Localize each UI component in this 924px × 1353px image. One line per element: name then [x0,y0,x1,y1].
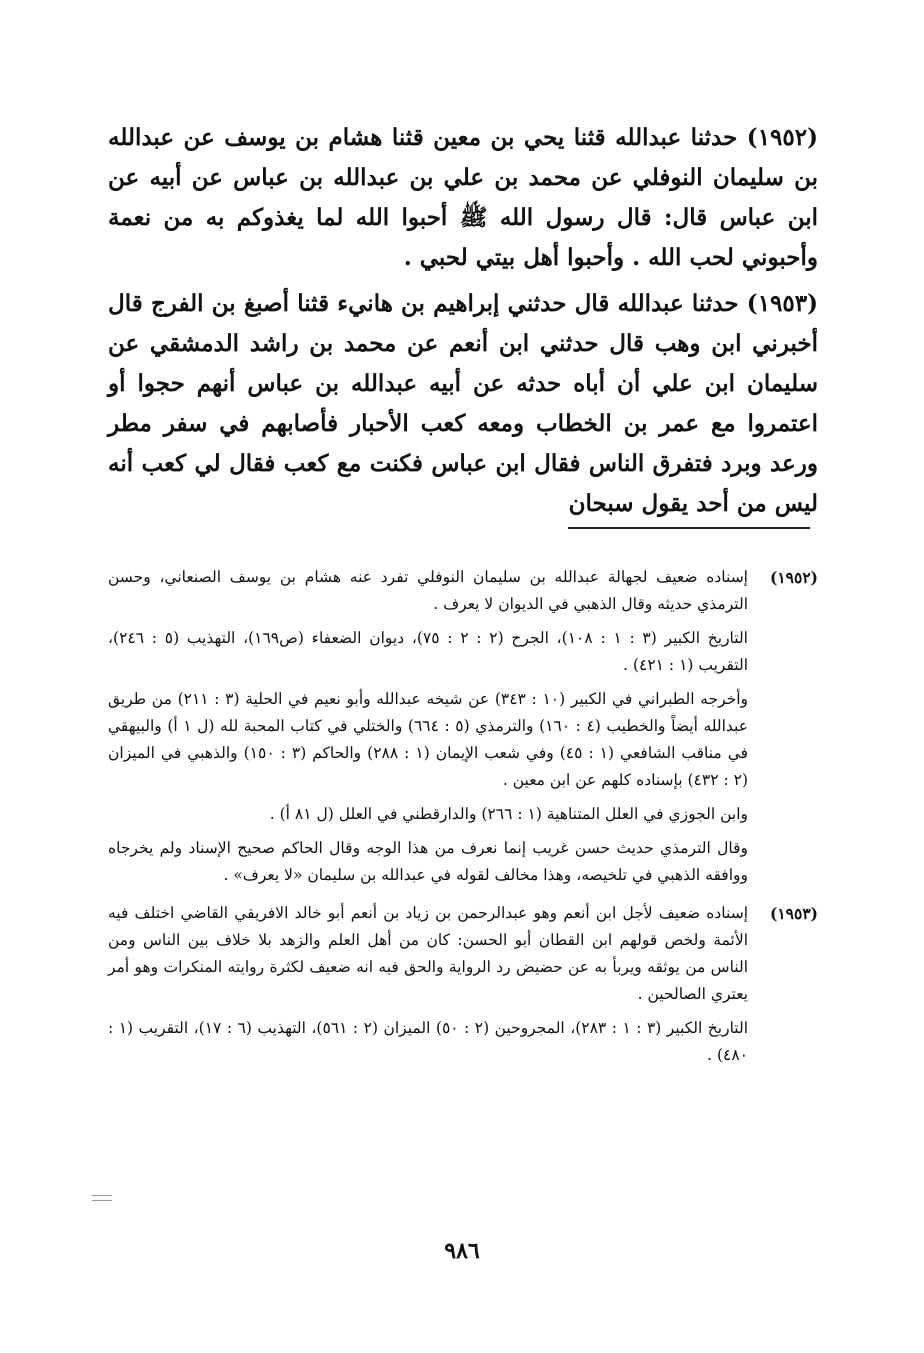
footnotes [108,564,818,1080]
footnote-1953 [108,900,818,1076]
footnote-number: (١٩٥٣) [770,904,818,923]
hadith-1953: (١٩٥٣) حدثنا عبدالله قال حدثني إبراهيم بن هانيء قثنا أصبغ بن الفرج قال أخبرني ابن وهب قال حدثني ابن أنعم عن محمد بن راشد الدمشقي عن سليمان ابن علي أن أباه حدثه عن أبيه عبدالله بن عباس أنهم حجوا أو اعتمروا مع عمر بن الخطاب ومعه كعب الأحبار فأصابهم في سفر مطر ورعد وبرد فتفرق الناس فقال ابن عباس فكنت مع كعب فقال لي كعب أنه ليس من أحد يقول سبحان [108,290,818,517]
footnote-body [108,900,748,1076]
hadith-1952: (١٩٥٢) حدثنا عبدالله قثنا يحي بن معين قثنا هشام بن يوسف عن عبدالله بن سليمان النوفلي عن محمد بن علي بن عبدالله بن عباس عن أبيه عن ابن عباس قال: قال رسول الله ﷺ أحبوا الله لما يغذوكم به من نعمة وأحبوني لحب الله . وأحبوا أهل بيتي لحبي . [108,124,818,271]
footnote-number: (١٩٥٢) [770,568,818,587]
footnote-paragraph: إسناده ضعيف لأجل ابن أنعم وهو عبدالرحمن بن زياد بن أنعم أبو خالد الافريقي القاضي اختلف فيه الأئمة ولخص قولهم ابن القطان أبو الحسن: كان من أهل العلم والزهد بلا خلاف بين الناس ومن الناس من يوثقه ويربأ به عن حضيض رد الرواية والحق فيه انه ضعيف لكثرة روايته المنكرات وهو أمر يعتري الصالحين . [108,904,748,1003]
footnote-paragraph: إسناده ضعيف لجهالة عبدالله بن سليمان النوفلي تفرد عنه هشام بن يوسف الصنعاني، وحسن الترمذي حديثه وقال الذهبي في الديوان لا يعرف . [108,568,748,613]
margin-mark [92,1195,112,1201]
page-number: ٩٨٦ [444,1238,480,1264]
footnote-paragraph: وابن الجوزي في العلل المتناهية (١ : ٢٦٦) والدارقطني في العلل (ل ٨١ أ) . [269,805,748,823]
footnote-divider [568,527,810,529]
footnote-body [108,564,748,896]
footnote-paragraph: وقال الترمذي حديث حسن غريب إنما نعرف من هذا الوجه وقال الحاكم صحيح الإسناد ولم يخرجاه ووافقه الذهبي في تلخيصه، وهذا مخالف لقوله في عبدالله بن سليمان «لا يعرف» . [108,839,748,884]
footnote-paragraph: التاريخ الكبير (٣ : ١ : ٢٨٣)، المجروحين (٢ : ٥٠) الميزان (٢ : ٥٦١)، التهذيب (٦ : ١٧)، التقريب (١ : ٤٨٠) . [108,1019,749,1064]
main-text [108,118,818,530]
footnote-paragraph: وأخرجه الطبراني في الكبير (١٠ : ٣٤٣) عن شيخه عبدالله وأبو نعيم في الحلية (٣ : ٢١١) من طريق عبدالله أيضاً والخطيب (٤ : ١٦٠) والترمذي (٥ : ٦٦٤) والختلي في كتاب المحبة لله (ل ١ أ) والبيهقي في مناقب الشافعي (١ : ٤٥) وفي شعب الإيمان (١ : ٢٨٨) والحاكم (٣ : ١٥٠) والذهبي في الميزان (٢ : ٤٣٢) بإسناده كلهم عن ابن معين . [108,690,749,789]
footnote-1952 [108,564,818,896]
footnote-paragraph: التاريخ الكبير (٣ : ١ : ١٠٨)، الجرح (٢ : ٢ : ٧٥)، ديوان الضعفاء (ص١٦٩)، التهذيب (٥ : ٢٤٦)، التقريب (١ : ٤٢١) . [108,629,748,674]
